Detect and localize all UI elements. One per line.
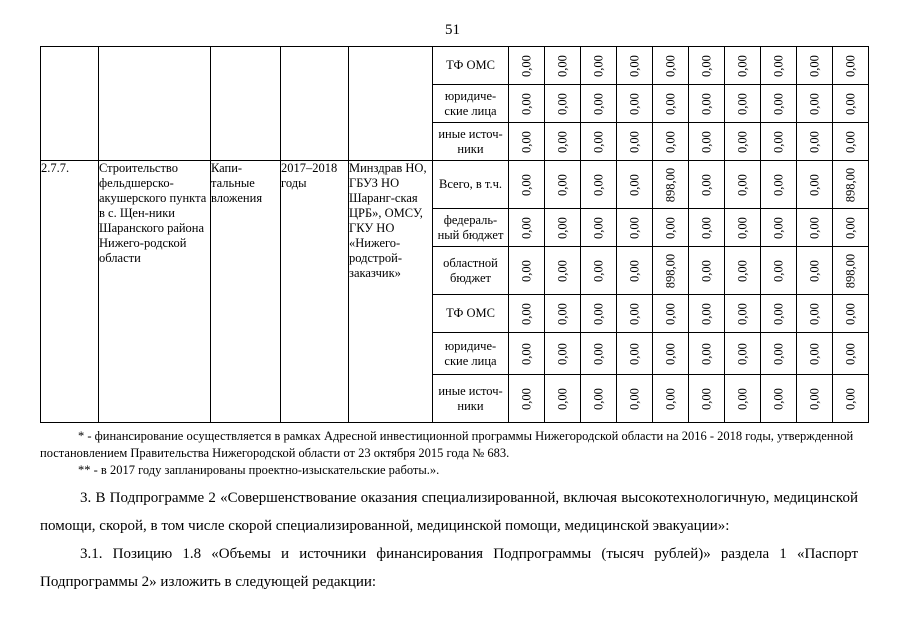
value-text: 0,00 [591, 130, 605, 153]
value-cell [509, 247, 545, 295]
value-text: 898,00 [663, 167, 677, 202]
value-text: 0,00 [843, 387, 857, 410]
value-cell [509, 295, 545, 333]
value-text: 0,00 [843, 342, 857, 365]
value-text: 0,00 [555, 54, 569, 77]
value-cell [653, 295, 689, 333]
value-text: 0,00 [591, 302, 605, 325]
value-cell [617, 247, 653, 295]
value-text: 898,00 [843, 253, 857, 288]
value-text: 0,00 [771, 54, 785, 77]
financing-table [40, 46, 869, 423]
value-cell [509, 375, 545, 423]
value-text: 0,00 [699, 342, 713, 365]
value-cell [653, 161, 689, 209]
value-cell [761, 375, 797, 423]
value-text: 0,00 [519, 259, 533, 282]
value-cell [725, 209, 761, 247]
value-text: 0,00 [627, 130, 641, 153]
value-cell [689, 47, 725, 85]
value-cell [833, 247, 869, 295]
value-cell [653, 123, 689, 161]
value-cell [617, 161, 653, 209]
value-cell [509, 47, 545, 85]
value-text: 0,00 [555, 302, 569, 325]
paragraph-2: 3.1. Позицию 1.8 «Объемы и источники финансирования Подпрограммы (тысяч рублей)» раздела 1 «Паспорт Подпрограммы 2» изложить в следующей редакции: [40, 546, 858, 590]
value-cell [617, 333, 653, 375]
empty-num-cell [41, 47, 99, 161]
value-cell [797, 47, 833, 85]
value-text: 0,00 [807, 54, 821, 77]
value-text: 0,00 [807, 130, 821, 153]
value-cell [581, 295, 617, 333]
value-cell [545, 209, 581, 247]
value-cell [725, 47, 761, 85]
value-cell [689, 333, 725, 375]
value-cell [689, 123, 725, 161]
item-executor: Минздрав НО, ГБУЗ НО Шаранг-ская ЦРБ», ОМСУ, ГКУ НО «Нижего-родстрой-заказчик» [349, 161, 433, 423]
value-text: 0,00 [807, 387, 821, 410]
empty-kind-cell [211, 47, 281, 161]
value-cell [725, 375, 761, 423]
value-cell [509, 209, 545, 247]
value-cell [689, 85, 725, 123]
value-cell [797, 247, 833, 295]
value-text: 0,00 [843, 92, 857, 115]
source-cell: ТФ ОМС [433, 295, 509, 333]
value-cell [581, 209, 617, 247]
value-text: 0,00 [807, 216, 821, 239]
value-text: 0,00 [699, 216, 713, 239]
value-text: 0,00 [519, 173, 533, 196]
value-text: 0,00 [843, 302, 857, 325]
value-text: 0,00 [699, 387, 713, 410]
body-text [40, 484, 858, 596]
value-cell [617, 85, 653, 123]
value-cell [545, 85, 581, 123]
value-cell [653, 375, 689, 423]
value-text: 0,00 [555, 92, 569, 115]
item-number: 2.7.7. [41, 161, 99, 423]
value-cell [545, 123, 581, 161]
value-cell [653, 209, 689, 247]
value-cell [725, 85, 761, 123]
value-cell [725, 161, 761, 209]
value-text: 0,00 [555, 173, 569, 196]
value-cell [581, 47, 617, 85]
value-text: 0,00 [735, 259, 749, 282]
value-text: 0,00 [663, 216, 677, 239]
value-cell [545, 333, 581, 375]
value-text: 0,00 [771, 173, 785, 196]
value-cell [797, 85, 833, 123]
value-text: 0,00 [627, 54, 641, 77]
value-text: 0,00 [555, 216, 569, 239]
value-cell [833, 209, 869, 247]
source-cell: юридиче-ские лица [433, 333, 509, 375]
value-text: 0,00 [735, 54, 749, 77]
value-text: 0,00 [807, 302, 821, 325]
value-cell [761, 85, 797, 123]
value-cell [797, 123, 833, 161]
value-text: 0,00 [735, 387, 749, 410]
empty-name-cell [99, 47, 211, 161]
value-text: 0,00 [663, 92, 677, 115]
value-cell [761, 247, 797, 295]
value-cell [833, 123, 869, 161]
value-text: 0,00 [627, 216, 641, 239]
value-cell [545, 247, 581, 295]
value-text: 0,00 [663, 302, 677, 325]
value-text: 0,00 [555, 259, 569, 282]
source-cell: ТФ ОМС [433, 47, 509, 85]
value-text: 0,00 [519, 342, 533, 365]
value-text: 0,00 [843, 216, 857, 239]
value-cell [581, 123, 617, 161]
value-text: 0,00 [519, 92, 533, 115]
value-text: 0,00 [627, 92, 641, 115]
value-cell [761, 47, 797, 85]
source-cell: областной бюджет [433, 247, 509, 295]
item-name: Строительство фельдшерско-акушерского пункта в с. Щен-ники Шаранского района Нижего-родской области [99, 161, 211, 423]
value-text: 0,00 [843, 130, 857, 153]
value-text: 0,00 [627, 302, 641, 325]
source-cell: иные источ-ники [433, 375, 509, 423]
value-cell [761, 123, 797, 161]
value-text: 0,00 [807, 173, 821, 196]
value-text: 0,00 [771, 92, 785, 115]
value-text: 0,00 [519, 302, 533, 325]
value-text: 0,00 [735, 173, 749, 196]
value-cell [833, 375, 869, 423]
value-cell [509, 123, 545, 161]
value-text: 0,00 [663, 54, 677, 77]
value-cell [761, 161, 797, 209]
value-cell [689, 295, 725, 333]
item-years: 2017–2018 годы [281, 161, 349, 423]
value-cell [725, 333, 761, 375]
value-cell [653, 333, 689, 375]
empty-years-cell [281, 47, 349, 161]
value-text: 0,00 [843, 54, 857, 77]
value-cell [509, 333, 545, 375]
value-cell [617, 295, 653, 333]
value-text: 0,00 [663, 387, 677, 410]
footnote-1: * - финансирование осуществляется в рамках Адресной инвестиционной программы Нижегородской области на 2016 - 2018 годы, утвержденной постановлением Правительства Нижегородской области от 23 октября 2015 года № 683. [40, 429, 854, 460]
value-cell [653, 85, 689, 123]
value-cell [725, 247, 761, 295]
item-kind: Капи-тальные вложения [211, 161, 281, 423]
empty-exec-cell [349, 47, 433, 161]
value-text: 0,00 [555, 387, 569, 410]
source-cell: Всего, в т.ч. [433, 161, 509, 209]
page-number: 51 [445, 22, 460, 38]
value-cell [797, 161, 833, 209]
value-cell [797, 295, 833, 333]
value-text: 0,00 [735, 130, 749, 153]
value-cell [833, 333, 869, 375]
value-text: 0,00 [771, 387, 785, 410]
footnotes [40, 428, 870, 479]
value-cell [725, 295, 761, 333]
value-cell [761, 295, 797, 333]
value-text: 0,00 [807, 92, 821, 115]
value-text: 0,00 [699, 173, 713, 196]
table-row [41, 47, 869, 85]
value-cell [617, 209, 653, 247]
value-text: 0,00 [627, 173, 641, 196]
value-text: 0,00 [771, 130, 785, 153]
value-text: 0,00 [555, 342, 569, 365]
value-cell [581, 333, 617, 375]
value-cell [725, 123, 761, 161]
value-cell [581, 161, 617, 209]
value-text: 0,00 [591, 54, 605, 77]
value-cell [833, 295, 869, 333]
source-cell: федераль-ный бюджет [433, 209, 509, 247]
source-cell: иные источ-ники [433, 123, 509, 161]
value-text: 898,00 [843, 167, 857, 202]
value-cell [545, 161, 581, 209]
value-cell [689, 375, 725, 423]
value-text: 0,00 [699, 302, 713, 325]
value-text: 0,00 [771, 216, 785, 239]
value-text: 0,00 [627, 387, 641, 410]
value-text: 0,00 [771, 342, 785, 365]
value-cell [509, 161, 545, 209]
value-cell [653, 47, 689, 85]
value-text: 0,00 [771, 302, 785, 325]
value-text: 0,00 [771, 259, 785, 282]
value-cell [617, 375, 653, 423]
value-text: 0,00 [591, 259, 605, 282]
value-cell [833, 85, 869, 123]
value-cell [581, 85, 617, 123]
value-text: 0,00 [591, 92, 605, 115]
value-text: 0,00 [735, 216, 749, 239]
value-text: 0,00 [663, 130, 677, 153]
value-text: 0,00 [519, 216, 533, 239]
value-text: 0,00 [699, 130, 713, 153]
value-cell [581, 375, 617, 423]
value-cell [617, 123, 653, 161]
value-cell [761, 209, 797, 247]
value-cell [761, 333, 797, 375]
value-cell [689, 161, 725, 209]
value-text: 0,00 [519, 387, 533, 410]
financing-table-body [41, 47, 869, 423]
value-cell [689, 247, 725, 295]
value-text: 0,00 [555, 130, 569, 153]
value-cell [797, 375, 833, 423]
table-row [41, 161, 869, 209]
value-text: 898,00 [663, 253, 677, 288]
paragraph-1: 3. В Подпрограмме 2 «Совершенствование оказания специализированной, включая высокотехнологичную, медицинской помощи, скорой, в том числе скорой специализированной, медицинской помощи, медицинской эвакуации»: [40, 490, 858, 534]
value-text: 0,00 [807, 259, 821, 282]
value-text: 0,00 [519, 130, 533, 153]
value-text: 0,00 [807, 342, 821, 365]
value-cell [797, 209, 833, 247]
value-cell [833, 47, 869, 85]
value-cell [617, 47, 653, 85]
value-text: 0,00 [591, 173, 605, 196]
value-text: 0,00 [591, 342, 605, 365]
value-text: 0,00 [699, 92, 713, 115]
value-cell [545, 47, 581, 85]
footnote-2: ** - в 2017 году запланированы проектно-изыскательские работы.». [78, 463, 440, 477]
value-cell [509, 85, 545, 123]
value-text: 0,00 [519, 54, 533, 77]
value-text: 0,00 [591, 387, 605, 410]
value-text: 0,00 [735, 342, 749, 365]
value-cell [797, 333, 833, 375]
value-cell [581, 247, 617, 295]
value-text: 0,00 [663, 342, 677, 365]
value-text: 0,00 [627, 259, 641, 282]
value-cell [545, 375, 581, 423]
value-text: 0,00 [699, 259, 713, 282]
value-text: 0,00 [699, 54, 713, 77]
source-cell: юридиче-ские лица [433, 85, 509, 123]
value-cell [833, 161, 869, 209]
value-text: 0,00 [735, 302, 749, 325]
value-text: 0,00 [591, 216, 605, 239]
value-text: 0,00 [735, 92, 749, 115]
value-cell [689, 209, 725, 247]
value-text: 0,00 [627, 342, 641, 365]
value-cell [653, 247, 689, 295]
value-cell [545, 295, 581, 333]
